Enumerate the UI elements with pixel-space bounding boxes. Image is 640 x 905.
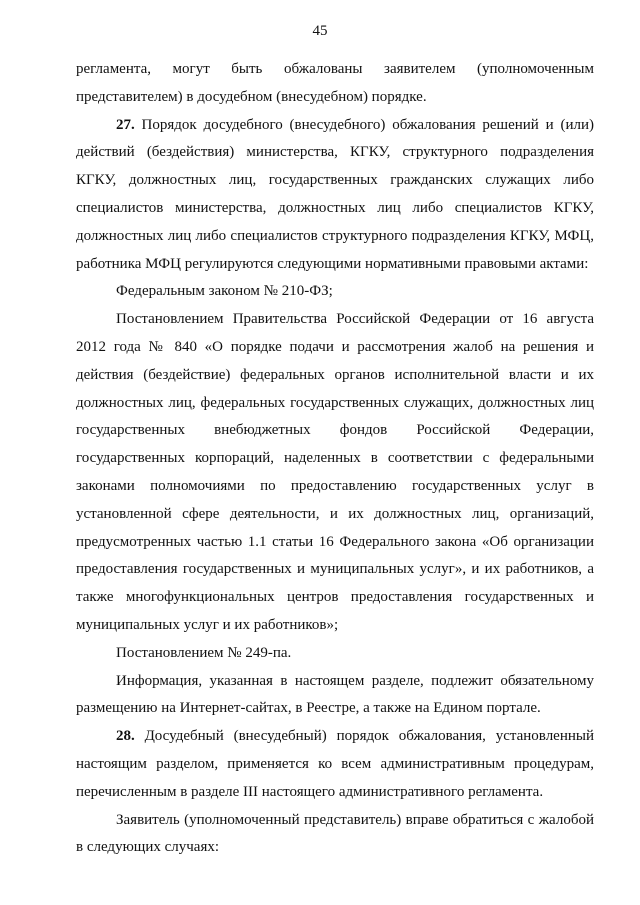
paragraph-government-decree: [76, 306, 594, 640]
paragraph-text: Порядок досудебного (внесудебного) обжалования решений и (или) действий (бездействия) министерства, КГКУ, структурного подразделения КГКУ, должностных лиц, государственных гражданских служащих либо специалистов министерства, должностных лиц либо специалистов КГКУ, должностных лиц либо специалистов структурного подразделения КГКУ, МФЦ, работника МФЦ регулируются следующими нормативными правовыми актами:: [76, 116, 594, 272]
document-body: [76, 56, 594, 862]
paragraph-number: 27.: [116, 116, 135, 133]
paragraph-text: Постановлением № 249-па.: [116, 644, 292, 661]
paragraph-information: [76, 668, 594, 724]
paragraph-28: [76, 723, 594, 806]
page-number: 45: [312, 23, 328, 39]
paragraph-applicant: [76, 807, 594, 863]
paragraph-text: Досудебный (внесудебный) порядок обжалования, установленный настоящим разделом, применяется ко всем административным процедурам, перечисленным в разделе III настоящего административного регламента.: [76, 728, 594, 800]
paragraph-1: [76, 56, 594, 112]
paragraph-text: Информация, указанная в настоящем разделе, подлежит обязательному размещению на Интернет-сайтах, в Реестре, а также на Едином портале.: [76, 672, 594, 717]
paragraph-text: Постановлением Правительства Российской Федерации от 16 августа 2012 года № 840 «О порядке подачи и рассмотрения жалоб на решения и действия (бездействие) федеральных органов исполнительной власти и их должностных лиц, федеральных государственных служащих, должностных лиц государственных внебюджетных фондов Российской Федерации, государственных корпораций, наделенных в соответствии с федеральными законами полномочиями по предоставлению государственных услуг в установленной сфере деятельности, и их должностных лиц, организаций, предусмотренных частью 1.1 статьи 16 Федерального закона «Об организации предоставления государственных и муниципальных услуг», и их работников, а также многофункциональных центров предоставления государственных и муниципальных услуг и их работников»;: [76, 311, 594, 633]
paragraph-text: Федеральным законом № 210-ФЗ;: [116, 283, 333, 300]
paragraph-text: регламента, могут быть обжалованы заявителем (уполномоченным представителем) в досудебном (внесудебном) порядке.: [76, 61, 594, 105]
paragraph-decree-249: [76, 640, 594, 668]
paragraph-text: Заявитель (уполномоченный представитель) вправе обратиться с жалобой в следующих случаях:: [76, 811, 594, 856]
paragraph-27: [76, 112, 594, 279]
paragraph-number: 28.: [116, 728, 135, 745]
paragraph-federal-law: [76, 278, 594, 306]
